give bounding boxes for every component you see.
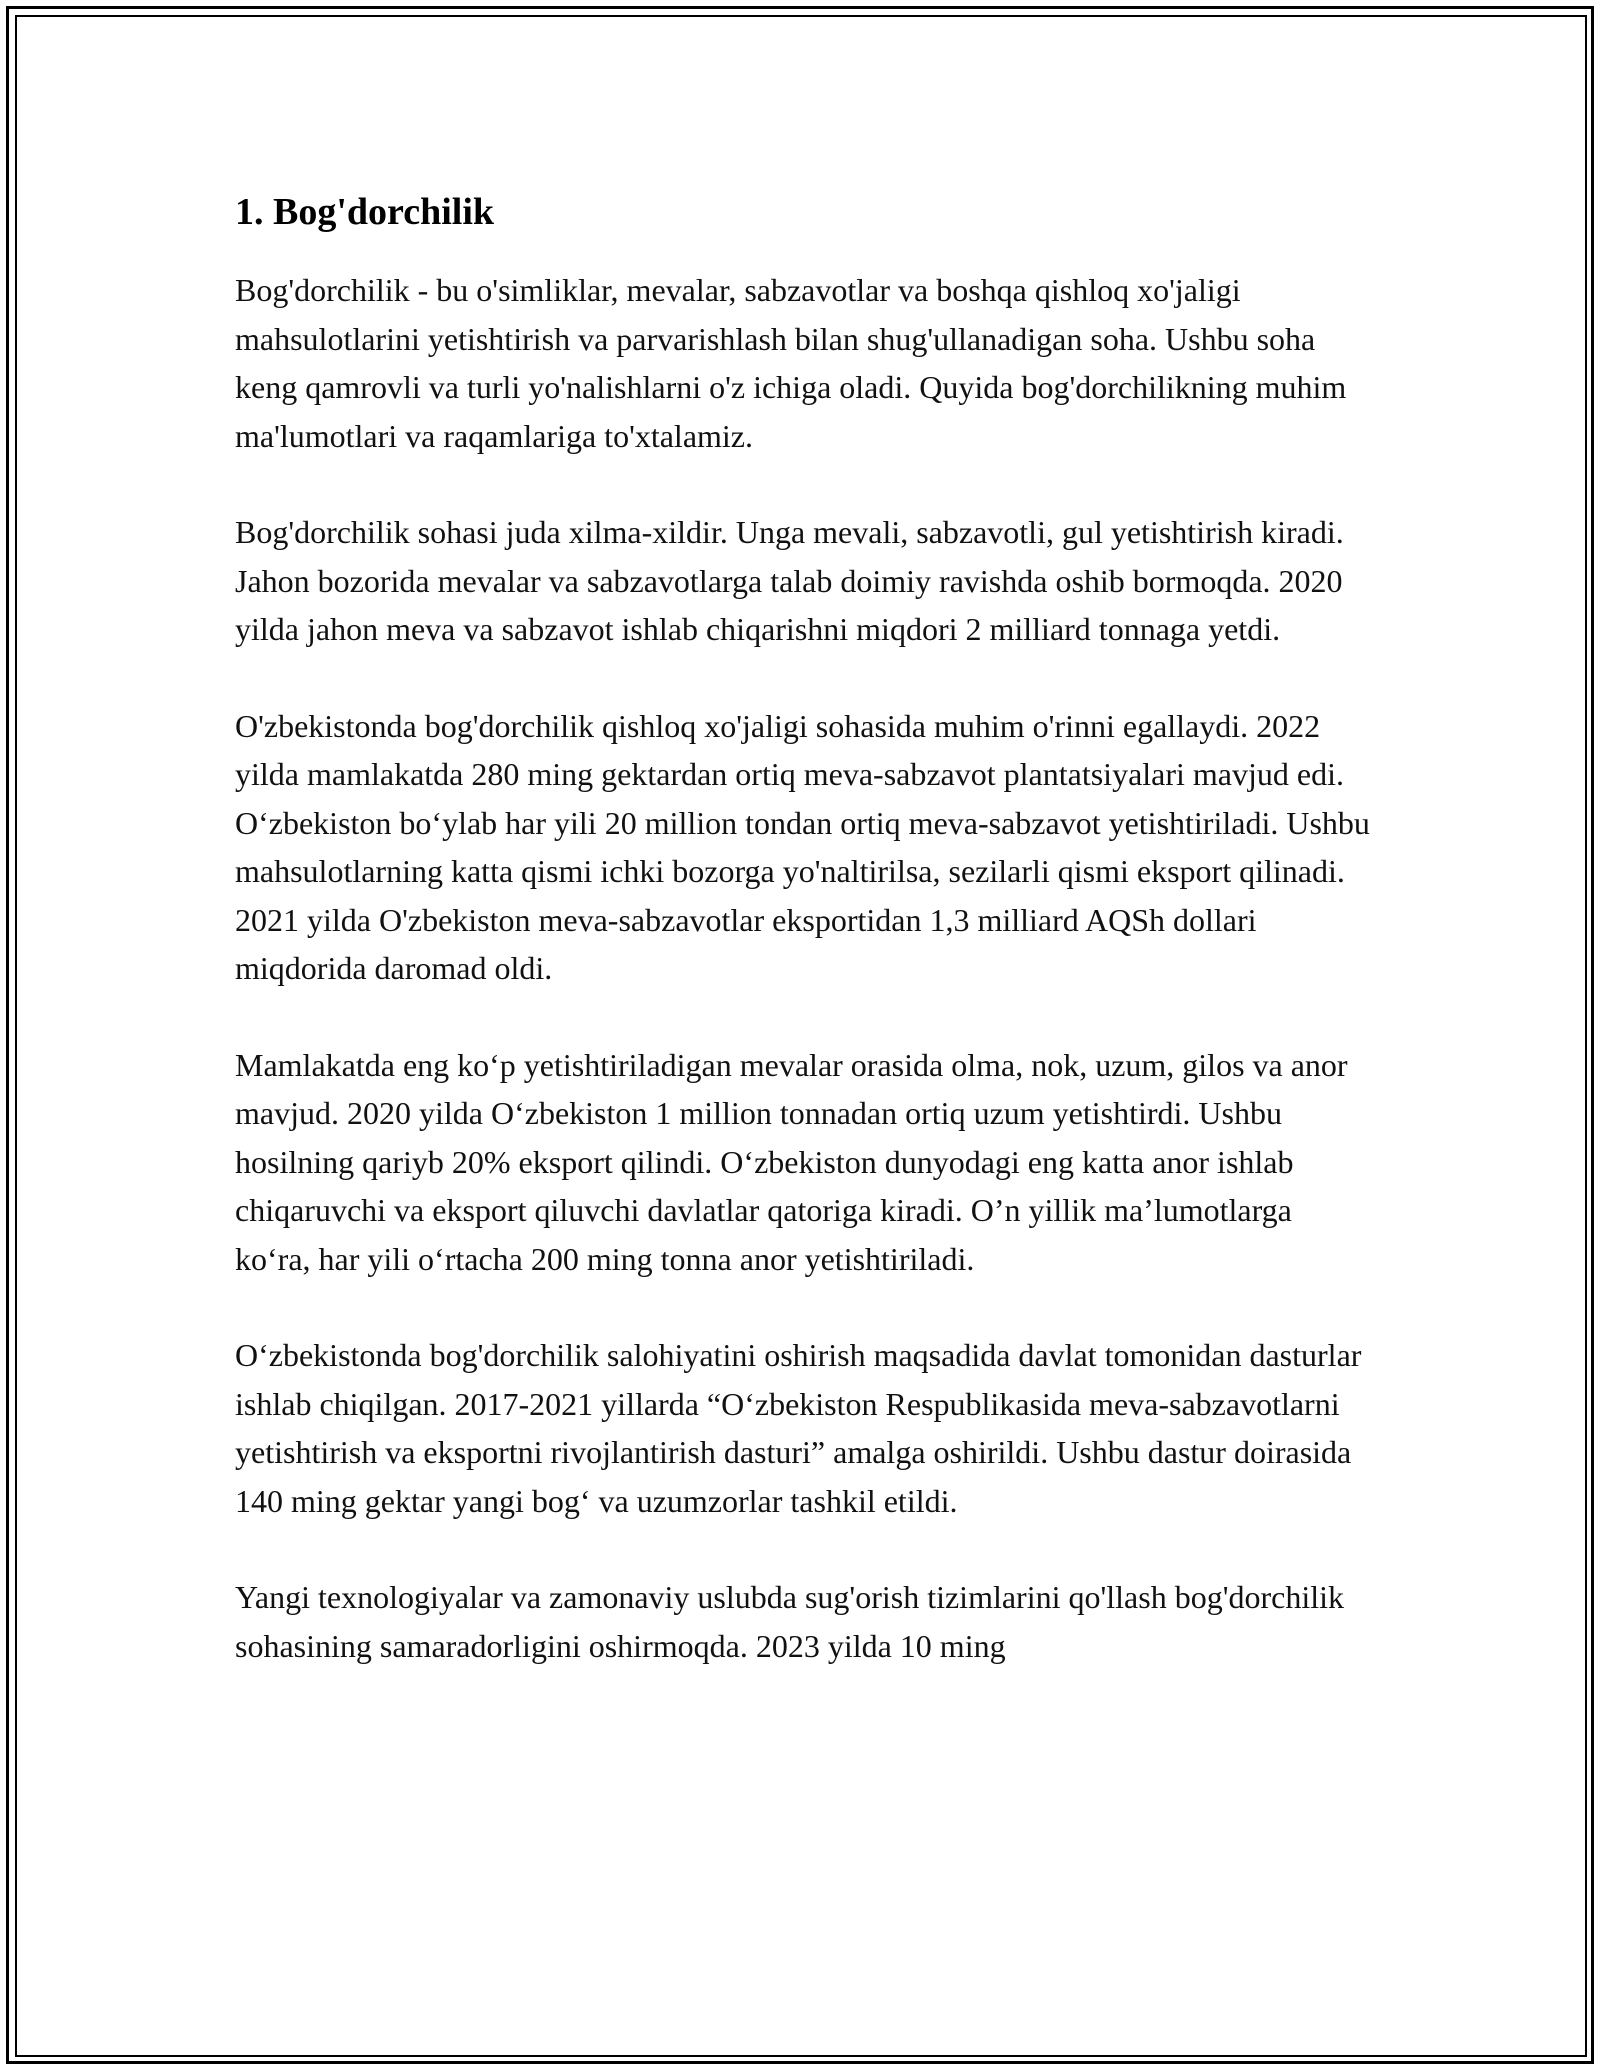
paragraph-fruits: Mamlakatda eng ko‘p yetishtiriladigan mevalar orasida olma, nok, uzum, gilos va anor mavjud. 2020 yilda O‘zbekiston 1 million tonnadan ortiq uzum yetishtirdi. Ushbu hosilning qariyb 20% eksport qilindi. O‘zbekiston dunyodagi eng katta anor ishlab chiqaruvchi va eksport qiluvchi davlatlar qatoriga kiradi. O’n yillik ma’lumotlarga ko‘ra, har yili o‘rtacha 200 ming tonna anor yetishtiriladi. bbox=[235, 1046, 1348, 1277]
document-body bbox=[235, 188, 1375, 1718]
paragraph-programs: O‘zbekistonda bog'dorchilik salohiyatini oshirish maqsadida davlat tomonidan dasturlar ishlab chiqilgan. 2017-2021 yillarda “O‘zbekiston Respublikasida meva-sabzavotlarni yetishtirish va eksportni rivojlantirish dasturi” amalga oshirildi. Ushbu dastur doirasida 140 ming gektar yangi bog‘ va uzumzorlar tashkil etildi. bbox=[235, 1337, 1362, 1519]
section-heading: 1. Bog'dorchilik bbox=[235, 191, 495, 233]
paragraph-intro: Bog'dorchilik - bu o'simliklar, mevalar, sabzavotlar va boshqa qishloq xo'jaligi mahsulotlarini yetishtirish va parvarishlash bilan shug'ullanadigan soha. Ushbu soha keng qamrovli va turli yo'nalishlarni o'z ichiga oladi. Quyida bog'dorchilikning muhim ma'lumotlari va raqamlariga to'xtalamiz. bbox=[235, 272, 1347, 454]
paragraph-uzbekistan: O'zbekistonda bog'dorchilik qishloq xo'jaligi sohasida muhim o'rinni egallaydi. 2022 yilda mamlakatda 280 ming gektardan ortiq meva-sabzavot plantatsiyalari mavjud edi. O‘zbekiston bo‘ylab har yili 20 million tondan ortiq meva-sabzavot yetishtiriladi. Ushbu mahsulotlarning katta qismi ichki bozorga yo'naltirilsa, sezilarli qismi eksport qilinadi. 2021 yilda O'zbekiston meva-sabzavotlar eksportidan 1,3 milliard AQSh dollari miqdorida daromad oldi. bbox=[235, 707, 1370, 986]
paragraph-variety: Bog'dorchilik sohasi juda xilma-xildir. Unga mevali, sabzavotli, gul yetishtirish kiradi. Jahon bozorida mevalar va sabzavotlarga talab doimiy ravishda oshib bormoqda. 2020 yilda jahon meva va sabzavot ishlab chiqarishni miqdori 2 milliard tonnaga yetdi. bbox=[235, 514, 1344, 647]
paragraph-technology: Yangi texnologiyalar va zamonaviy uslubda sug'orish tizimlarini qo'llash bog'dorchilik sohasining samaradorligini oshirmoqda. 2023 yilda 10 ming bbox=[235, 1579, 1344, 1664]
